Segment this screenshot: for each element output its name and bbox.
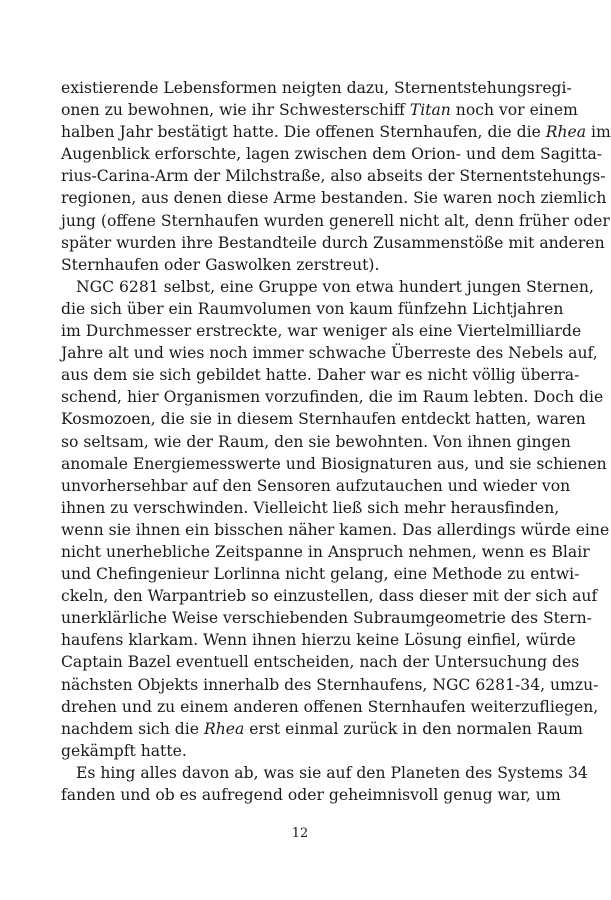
text-line: existierende Lebensformen neigten dazu, Sternentstehungsregi- bbox=[61, 79, 572, 97]
paragraph bbox=[61, 762, 588, 806]
text-line: halben Jahr bestätigt hatte. Die offenen Sternhaufen, die die Rhea im bbox=[61, 123, 611, 142]
paragraph bbox=[61, 77, 611, 276]
text-line: im Durchmesser erstreckte, war weniger als eine Viertelmilliarde bbox=[61, 322, 582, 341]
text-line: Jahre alt und wies noch immer schwache Überreste des Nebels auf, bbox=[61, 344, 598, 363]
text-line: Es hing alles davon ab, was sie auf den Planeten des Systems 34 bbox=[76, 763, 588, 782]
text-line: drehen und zu einem anderen offenen Sternhaufen weiterzufliegen, bbox=[61, 697, 599, 716]
text-line: und Chefingenieur Lorlinna nicht gelang, eine Methode zu entwi- bbox=[61, 565, 580, 584]
text-line: gekämpft hatte. bbox=[61, 741, 187, 760]
text-line: ckeln, den Warpantrieb so einzustellen, dass dieser mit der sich auf bbox=[61, 587, 598, 606]
text-line: regionen, aus denen diese Arme bestanden. Sie waren noch ziemlich bbox=[61, 189, 607, 208]
text-line: onen zu bewohnen, wie ihr Schwesterschiff Titan noch vor einem bbox=[61, 101, 578, 120]
paragraph bbox=[61, 276, 610, 762]
text-line: Kosmozoen, die sie in diesem Sternhaufen entdeckt hatten, waren bbox=[61, 410, 586, 429]
text-line: jung (offene Sternhaufen wurden generell nicht alt, denn früher oder bbox=[61, 211, 610, 230]
ship-name: Rhea bbox=[545, 123, 587, 142]
body-text bbox=[61, 77, 611, 806]
text-line: anomale Energiemesswerte und Biosignaturen aus, und sie schienen bbox=[61, 454, 607, 473]
text-line: nächsten Objekts innerhalb des Sternhaufens, NGC 6281-34, umzu- bbox=[61, 675, 599, 694]
ship-name: Titan bbox=[409, 101, 451, 120]
text-line: Sternhaufen oder Gaswolken zerstreut). bbox=[61, 255, 380, 274]
text-line: die sich über ein Raumvolumen von kaum fünfzehn Lichtjahren bbox=[61, 299, 564, 318]
text-line: haufens klarkam. Wenn ihnen hierzu keine Lösung einfiel, würde bbox=[61, 631, 576, 650]
text-line: nicht unerhebliche Zeitspanne in Anspruch nehmen, wenn es Blair bbox=[61, 542, 590, 561]
text-line: schend, hier Organismen vorzufinden, die im Raum lebten. Doch die bbox=[61, 388, 604, 407]
text-line: Augenblick erforschte, lagen zwischen dem Orion- und dem Sagitta- bbox=[61, 145, 603, 164]
ship-name: Rhea bbox=[203, 719, 245, 738]
text-line: Captain Bazel eventuell entscheiden, nach der Untersuchung des bbox=[61, 653, 580, 672]
text-line: nachdem sich die Rhea erst einmal zurück in den normalen Raum bbox=[61, 719, 583, 738]
text-line: wenn sie ihnen ein bisschen näher kamen. Das allerdings würde eine bbox=[61, 520, 610, 539]
text-line: später wurden ihre Bestandteile durch Zusammenstöße mit anderen bbox=[61, 233, 605, 252]
text-line: unvorhersehbar auf den Sensoren aufzutauchen und wieder von bbox=[61, 476, 571, 495]
text-line: aus dem sie sich gebildet hatte. Daher war es nicht völlig überra- bbox=[61, 366, 580, 385]
page-number: 12 bbox=[291, 826, 309, 841]
text-line: so seltsam, wie der Raum, den sie bewohnten. Von ihnen gingen bbox=[61, 432, 571, 451]
text-line: NGC 6281 selbst, eine Gruppe von etwa hundert jungen Sternen, bbox=[76, 277, 594, 296]
text-line: ihnen zu verschwinden. Vielleicht ließ sich mehr herausfinden, bbox=[61, 498, 560, 517]
text-line: rius-Carina-Arm der Milchstraße, also abseits der Sternentstehungs- bbox=[61, 167, 606, 186]
text-line: unerklärliche Weise verschiebenden Subraumgeometrie des Stern- bbox=[61, 609, 592, 628]
text-line: fanden und ob es aufregend oder geheimnisvoll genug war, um bbox=[61, 786, 561, 804]
